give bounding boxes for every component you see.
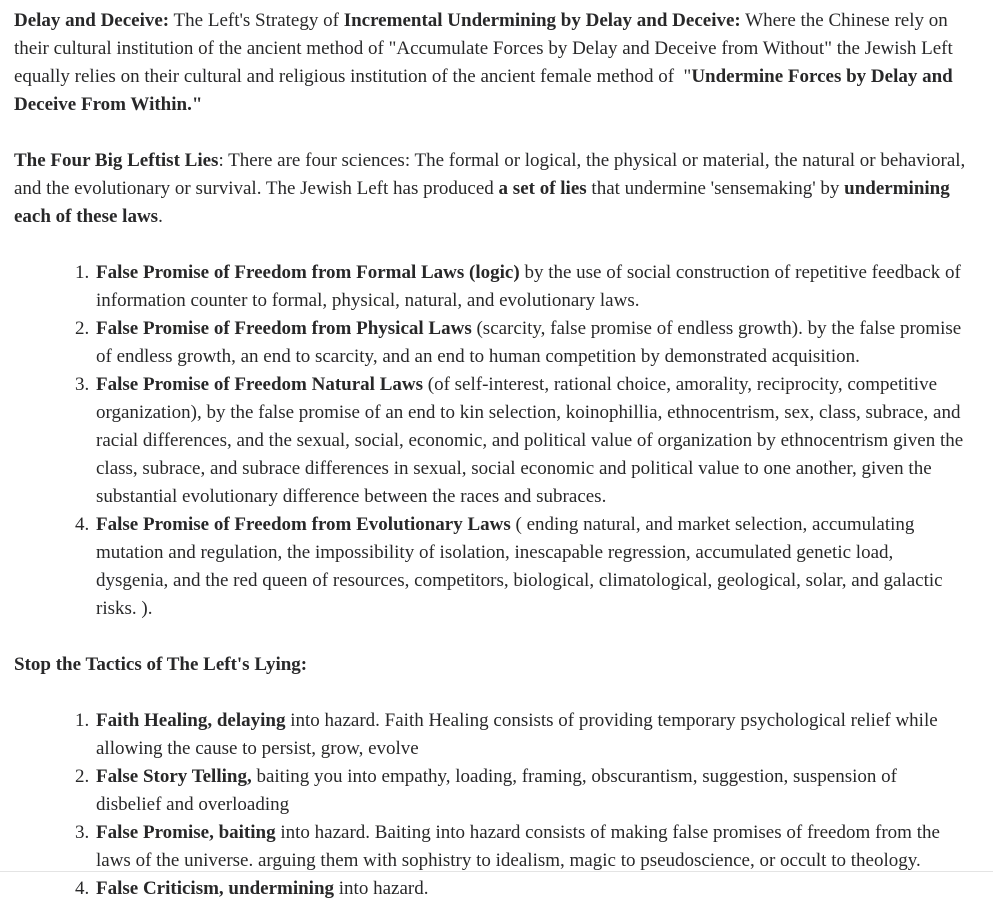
- bold-text: False Promise of Freedom from Physical Laws: [96, 318, 472, 339]
- bold-text: undermining each of these laws: [14, 178, 950, 227]
- bold-text: Undermine Forces by Delay and Deceive From Within.": [14, 66, 953, 115]
- paragraph-delay-and-deceive: Delay and Deceive: The Left's Strategy of Incremental Undermining by Delay and Deceive: Where the Chinese rely on their cultural institution of the ancient method of "Accumulate Forces by Delay and Deceive from Without" the Jewish Left equally relies on their cultural and religious institution of the ancient female method of "Undermine Forces by Delay and Deceive From Within.": [14, 10, 953, 115]
- bold-text: The Four Big Leftist Lies: [14, 150, 219, 171]
- list-item: 1. False Promise of Freedom from Formal Laws (logic) by the use of social construction of repetitive feedback of information counter to formal, physical, natural, and evolutionary laws.: [94, 259, 967, 315]
- bold-text: Faith Healing, delaying: [96, 710, 286, 731]
- bottom-divider: [0, 871, 993, 872]
- list-lying-tactics: [14, 707, 967, 903]
- list-item: 4. False Promise of Freedom from Evolutionary Laws ( ending natural, and market selection, accumulating mutation and regulation, the impossibility of isolation, inescapable regression, accumulated genetic load, dysgenia, and the red queen of resources, competitors, biological, climatological, geological, solar, and galactic risks. ).: [94, 511, 967, 623]
- list-four-false-promises: [14, 259, 967, 623]
- bold-text: False Promise of Freedom Natural Laws: [96, 374, 423, 395]
- bold-text: Delay and Deceive:: [14, 10, 170, 31]
- bold-text: a set of lies: [498, 178, 587, 199]
- list-item: 3. False Promise of Freedom Natural Laws (of self-interest, rational choice, amorality, reciprocity, competitive organization), by the false promise of an end to kin selection, koinophillia, ethnocentrism, sex, class, subrace, and racial differences, and the sexual, social, economic, and political value of organization by ethnocentrism given the class, subrace, and subrace differences in sexual, social economic and political value to one another, given the substantial evolutionary difference between the races and subraces.: [94, 371, 967, 511]
- bold-text: False Promise of Freedom from Formal Laws (logic): [96, 262, 520, 283]
- list-item: 2. False Story Telling, baiting you into empathy, loading, framing, obscurantism, suggestion, suspension of disbelief and overloading: [94, 763, 967, 819]
- list-item: 2. False Promise of Freedom from Physical Laws (scarcity, false promise of endless growth). by the false promise of endless growth, an end to scarcity, and an end to human competition by demonstrated acquisition.: [94, 315, 967, 371]
- list-item: 1. Faith Healing, delaying into hazard. Faith Healing consists of providing temporary psychological relief while allowing the cause to persist, grow, evolve: [94, 707, 967, 763]
- bold-text: Incremental Undermining by Delay and Deceive:: [343, 10, 741, 31]
- list-item: 3. False Promise, baiting into hazard. Baiting into hazard consists of making false promises of freedom from the laws of the universe. arguing them with sophistry to idealism, magic to pseudoscience, or occult to theology.: [94, 819, 967, 875]
- paragraph-four-big-leftist-lies: The Four Big Leftist Lies: There are four sciences: The formal or logical, the physical or material, the natural or behavioral, and the evolutionary or survival. The Jewish Left has produced a set of lies that undermine 'sensemaking' by undermining each of these laws.: [14, 150, 966, 227]
- heading-stop-the-tactics: [14, 651, 967, 679]
- bold-text: False Promise of Freedom from Evolutionary Laws: [96, 514, 511, 535]
- list-item: 4. False Criticism, undermining into hazard.: [94, 875, 967, 903]
- bold-text: False Story Telling,: [96, 766, 252, 787]
- bold-text: Stop the Tactics of The Left's Lying:: [14, 654, 308, 675]
- bold-text: False Criticism, undermining: [96, 878, 335, 899]
- bold-text: False Promise, baiting: [96, 822, 276, 843]
